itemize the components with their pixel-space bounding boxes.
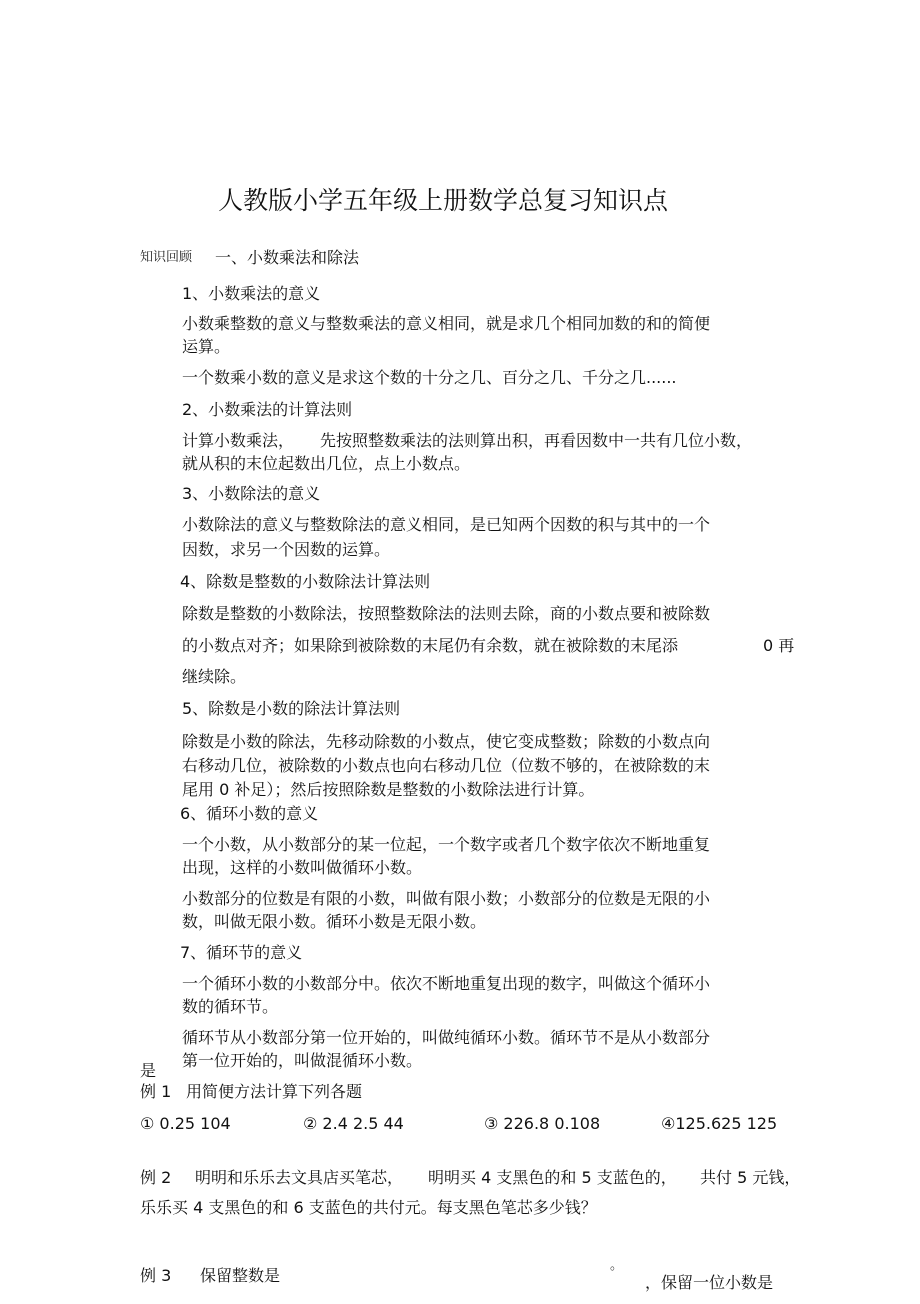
- example-text: 明明和乐乐去文具店买笔芯，: [195, 1168, 404, 1187]
- section-heading: 一、小数乘法和除法: [215, 248, 360, 267]
- example-dot: 。: [610, 1258, 624, 1273]
- problem-3: ③ 226.8 0.108: [484, 1114, 601, 1133]
- example-text: 乐乐买 4 支黑色的和 6 支蓝色的共付元。每支黑色笔芯多少钱？: [140, 1198, 597, 1217]
- paragraph-line: 数的循环节。: [182, 997, 279, 1016]
- stray-character: 是: [140, 1061, 157, 1080]
- example-text: 明明买 4 支黑色的和 5 支蓝色的，: [428, 1168, 677, 1187]
- item-heading: 5、除数是小数的除法计算法则: [182, 699, 401, 718]
- paragraph-line: 除数是整数的小数除法，按照整数除法的法则去除，商的小数点要和被除数: [182, 604, 711, 623]
- paragraph-line: 一个数乘小数的意义是求这个数的十分之几、百分之几、千分之几......: [182, 368, 677, 387]
- paragraph-line: 0 再: [763, 636, 795, 655]
- example-label: 例 3: [140, 1266, 172, 1285]
- paragraph-line: 计算小数乘法，: [182, 431, 295, 450]
- paragraph-line: 先按照整数乘法的法则算出积，再看因数中一共有几位小数，: [320, 431, 753, 450]
- paragraph-line: 一个循环小数的小数部分中。依次不断地重复出现的数字，叫做这个循环小: [182, 974, 711, 993]
- paragraph-line: 右移动几位，被除数的小数点也向右移动几位（位数不够的，在被除数的末: [182, 756, 711, 775]
- paragraph-line: 继续除。: [182, 667, 247, 686]
- paragraph-line: 就从积的末位起数出几位，点上小数点。: [182, 454, 471, 473]
- item-heading: 4、除数是整数的小数除法计算法则: [180, 572, 431, 591]
- example-label: 例 2: [140, 1168, 172, 1187]
- page-title: 人教版小学五年级上册数学总复习知识点: [218, 186, 669, 215]
- paragraph-line: 一个小数，从小数部分的某一位起，一个数字或者几个数字依次不断地重复: [182, 835, 711, 854]
- example-label: 例 1: [140, 1082, 172, 1101]
- example-text: 共付 5 元钱，: [700, 1168, 801, 1187]
- paragraph-line: 第一位开始的，叫做混循环小数。: [182, 1051, 423, 1070]
- item-heading: 7、循环节的意义: [180, 943, 303, 962]
- paragraph-line: 因数，求另一个因数的运算。: [182, 540, 391, 559]
- example-text: 保留整数是: [200, 1266, 281, 1285]
- problem-1: ① 0.25 104: [140, 1114, 231, 1133]
- problem-4: ④125.625 125: [661, 1114, 778, 1133]
- paragraph-line: 运算。: [182, 337, 231, 356]
- example-text: ，保留一位小数是: [645, 1273, 774, 1292]
- paragraph-line: 尾用 0 补足）；然后按照除数是整数的小数除法进行计算。: [182, 780, 595, 799]
- item-heading: 6、循环小数的意义: [180, 804, 319, 823]
- item-heading: 2、小数乘法的计算法则: [182, 400, 353, 419]
- paragraph-line: 除数是小数的除法，先移动除数的小数点，使它变成整数；除数的小数点向: [182, 732, 711, 751]
- item-heading: 3、小数除法的意义: [182, 484, 321, 503]
- review-label: 知识回顾: [140, 250, 193, 265]
- paragraph-line: 数，叫做无限小数。循环小数是无限小数。: [182, 912, 487, 931]
- problem-2: ② 2.4 2.5 44: [303, 1114, 404, 1133]
- example-text: 用简便方法计算下列各题: [186, 1082, 363, 1101]
- paragraph-line: 小数部分的位数是有限的小数，叫做有限小数；小数部分的位数是无限的小: [182, 889, 711, 908]
- paragraph-line: 循环节从小数部分第一位开始的，叫做纯循环小数。循环节不是从小数部分: [182, 1028, 711, 1047]
- paragraph-line: 出现，这样的小数叫做循环小数。: [182, 858, 423, 877]
- paragraph-line: 的小数点对齐；如果除到被除数的末尾仍有余数，就在被除数的末尾添: [182, 636, 679, 655]
- paragraph-line: 小数除法的意义与整数除法的意义相同，是已知两个因数的积与其中的一个: [182, 515, 711, 534]
- item-heading: 1、小数乘法的意义: [182, 284, 321, 303]
- paragraph-line: 小数乘整数的意义与整数乘法的意义相同，就是求几个相同加数的和的简便: [182, 314, 711, 333]
